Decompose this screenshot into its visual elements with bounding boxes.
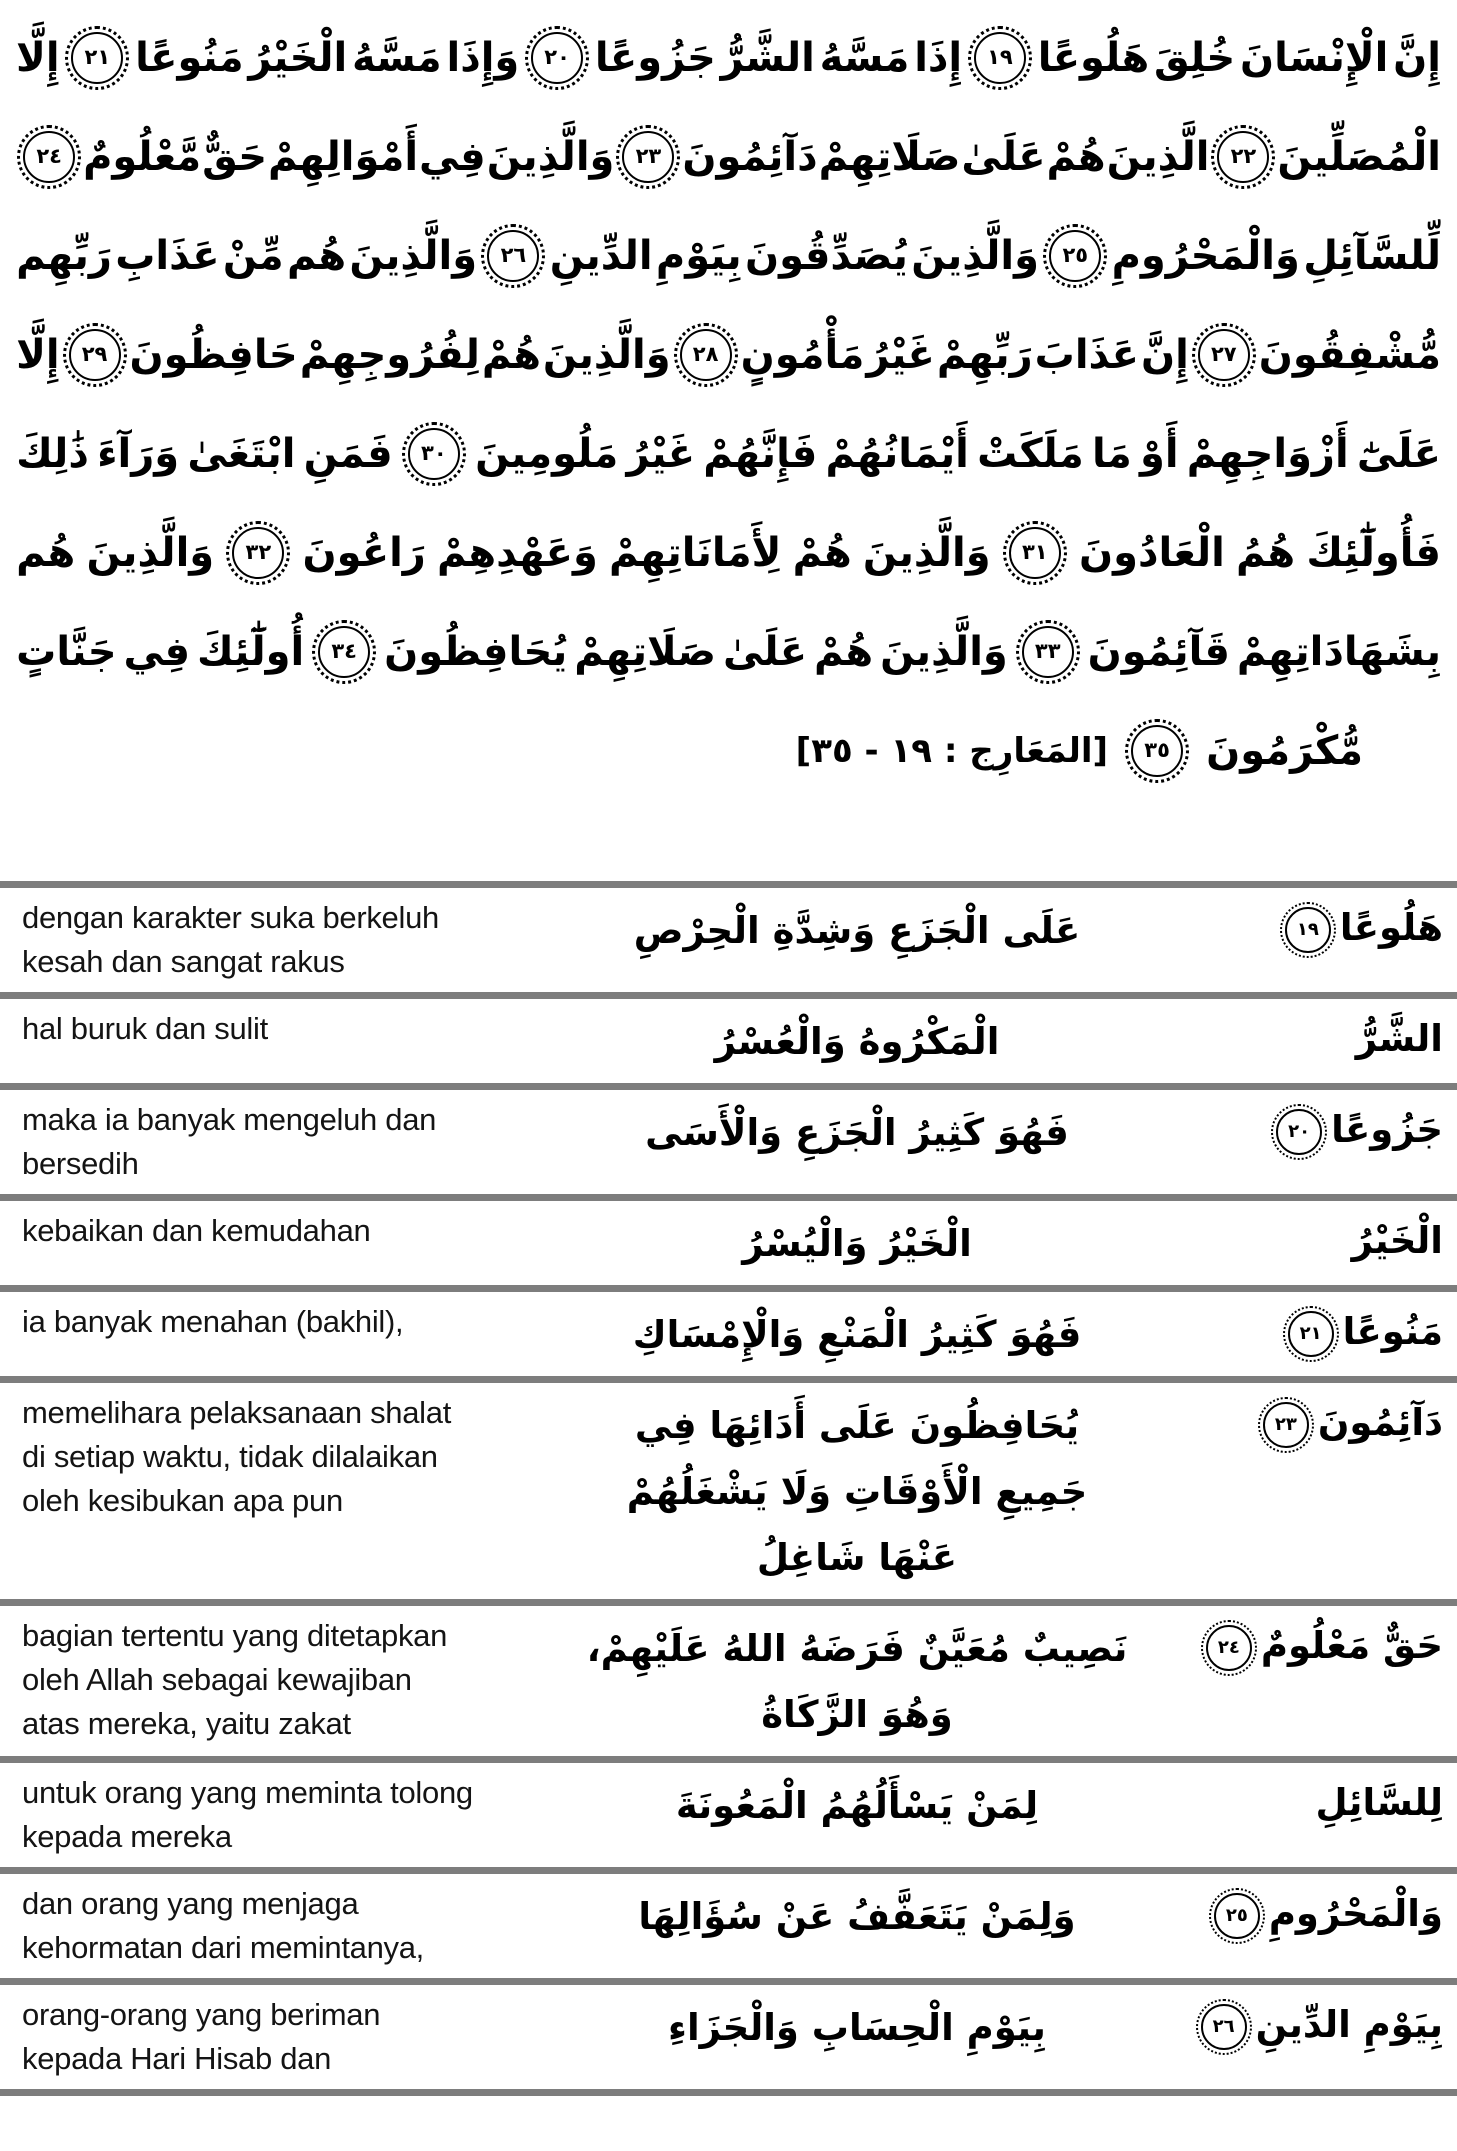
ayah-number-marker: [1214, 1893, 1260, 1939]
glossary-row: [0, 1090, 1457, 1201]
ayah-number-marker: [1198, 329, 1250, 381]
ayah-number-marker: [1049, 230, 1101, 282]
quran-word: هُم: [286, 232, 347, 279]
quran-line: [16, 206, 1441, 305]
cell-term-arabic: [1139, 1292, 1457, 1376]
cell-meaning-arabic: لِمَنْ يَسْأَلُهُمُ الْمَعُونَةَ: [675, 1784, 1039, 1827]
quran-line: [16, 107, 1441, 206]
quran-word: بِشَهَادَاتِهِمْ: [1236, 628, 1441, 675]
term-word: بِيَوْمِ الدِّينِ: [1255, 2003, 1443, 2046]
quran-word: فَأُولَٰٓئِكَ: [1306, 529, 1441, 576]
quran-word: جَنَّاتٍ: [16, 628, 117, 675]
ayah-number-marker: [1206, 1625, 1252, 1671]
quran-word: فَمَنِ: [303, 430, 393, 477]
cell-term-arabic: [1139, 1606, 1457, 1756]
quran-word: مَلُومِينَ: [475, 430, 619, 477]
cell-translation-indonesian: bagian tertentu yang ditetapkan oleh Allah sebagai kewajiban atas mereka, yaitu zakat: [22, 1618, 448, 1741]
quran-word: جَزُوعًا: [594, 34, 716, 81]
term-word: هَلُوعًا: [1339, 906, 1443, 949]
quran-word: وَرَآءَ: [97, 430, 180, 477]
quran-word: الشَّرُّ: [720, 34, 815, 81]
quran-word: مَلَكَتْ: [977, 430, 1084, 477]
quran-word: هُمُ: [1236, 529, 1296, 576]
cell-term-arabic: [1139, 1874, 1457, 1978]
quran-word: إِذَا: [914, 34, 963, 81]
cell-meaning-arabic: يُحَافِظُونَ عَلَى أَدَائِهَا فِي جَمِيعِ الْأَوْقَاتِ وَلَا يَشْغَلُهُمْ عَنْهَا شَاغِلُ: [626, 1404, 1088, 1579]
cell-term-arabic: [1139, 1201, 1457, 1285]
cell-term-arabic: [1139, 888, 1457, 992]
quran-word: غَيْرُ: [626, 430, 696, 477]
ayah-number: ٢٥: [1062, 243, 1089, 267]
term-word: وَالْمَحْرُومِ: [1268, 1892, 1443, 1935]
ayah-number: ٢٠: [1288, 1120, 1311, 1142]
quran-line: [16, 602, 1441, 701]
quran-word: مِّنْ: [222, 232, 284, 279]
cell-meaning-arabic: الْخَيْرُ وَالْيُسْرُ: [742, 1222, 972, 1265]
quran-word: إِنَّ: [1393, 34, 1441, 81]
ayah-number-marker: [1217, 131, 1269, 183]
glossary-row: [0, 1201, 1457, 1292]
cell-translation-indonesian: maka ia banyak mengeluh dan bersedih: [22, 1102, 437, 1181]
quran-word: وَالَّذِينَ: [349, 232, 478, 279]
quran-word: حَقٌّ: [202, 133, 268, 180]
quran-word: قَآئِمُونَ: [1087, 628, 1230, 675]
cell-translation-indonesian: memelihara pelaksanaan shalat di setiap waktu, tidak dilalaikan oleh kesibukan apa pun: [22, 1395, 452, 1518]
ayah-number: ٢١: [84, 45, 111, 69]
quran-word: وَعَهْدِهِمْ: [437, 529, 598, 576]
ayah-number: ٢٦: [500, 243, 527, 267]
ayah-number: ٣٤: [331, 639, 357, 663]
ayah-number: ٣٢: [245, 540, 272, 564]
ayah-number-marker: [1022, 626, 1074, 678]
quran-word: أَوْ: [1139, 430, 1179, 477]
quran-word: مَا: [1091, 430, 1132, 477]
cell-translation-indonesian: kebaikan dan kemudahan: [22, 1213, 371, 1248]
ayah-number-marker: [69, 329, 121, 381]
ayah-number: ٢٣: [635, 144, 662, 168]
ayah-number-marker: [974, 32, 1026, 84]
quran-word: هُم: [16, 529, 76, 576]
ayah-number-marker: [71, 32, 123, 84]
quran-word: الَّذِينَ: [1106, 133, 1210, 180]
quran-word: مُّشْفِقُونَ: [1258, 331, 1441, 378]
ayah-number: ٢٩: [81, 342, 108, 366]
quran-word: عَذَابِ: [115, 232, 220, 279]
quran-word: مَأْمُونٍ: [740, 331, 865, 378]
cell-meaning-arabic: فَهُوَ كَثِيرُ الْجَزَعِ وَالْأَسَى: [645, 1111, 1069, 1154]
glossary-row: [0, 1763, 1457, 1874]
cell-meaning-arabic: وَلِمَنْ يَتَعَفَّفُ عَنْ سُؤَالِهَا: [638, 1895, 1076, 1938]
quran-word: صَلَاتِهِمْ: [574, 628, 717, 675]
ayah-number: ٢٦: [1212, 2015, 1235, 2037]
glossary-table: [0, 881, 1457, 2096]
glossary-row: [0, 1985, 1457, 2096]
quran-word: فِي: [419, 133, 486, 180]
ayah-number: ٢٧: [1210, 342, 1237, 366]
quran-word: خُلِقَ: [1153, 34, 1236, 81]
quran-word: هَلُوعًا: [1037, 34, 1150, 81]
cell-meaning-arabic: عَلَى الْجَزَعِ وَشِدَّةِ الْحِرْصِ: [633, 909, 1081, 952]
ayah-number-marker: [408, 428, 460, 480]
quran-word: وَالْمَحْرُومِ: [1111, 232, 1300, 279]
cell-translation-indonesian: dengan karakter suka berkeluh kesah dan sangat rakus: [22, 900, 439, 979]
surah-reference: [المَعَارِج : ١٩ - ٣٥]: [795, 730, 1109, 771]
quran-word: وَالَّذِينَ: [862, 529, 991, 576]
cell-translation-indonesian: untuk orang yang meminta tolong kepada mereka: [22, 1775, 473, 1854]
ayah-number-marker: [1263, 1402, 1309, 1448]
ayah-number: ٢٠: [544, 45, 570, 69]
glossary-row: [0, 1874, 1457, 1985]
ayah-number: ٢٤: [1217, 1636, 1240, 1658]
ayah-number-marker: [1009, 527, 1061, 579]
term-word: لِلسَّائِلِ: [1315, 1781, 1443, 1824]
quran-line: [16, 404, 1441, 503]
cell-term-arabic: [1139, 1090, 1457, 1194]
cell-meaning-arabic: نَصِيبٌ مُعَيَّنٌ فَرَضَهُ اللهُ عَلَيْهِمْ، وَهُوَ الزَّكَاةُ: [586, 1627, 1128, 1736]
glossary-row: [0, 888, 1457, 999]
ayah-number-marker: [318, 626, 370, 678]
quran-word: صَلَاتِهِمْ: [818, 133, 961, 180]
quran-word: وَالَّذِينَ: [486, 133, 615, 180]
quran-word: أَزْوَاجِهِمْ: [1186, 430, 1349, 477]
ayah-number-marker: [1288, 1311, 1334, 1357]
term-word: جَزُوعًا: [1331, 1108, 1443, 1151]
quran-word: رَاعُونَ: [302, 529, 426, 576]
quran-word: هُمْ: [481, 331, 541, 378]
quran-word: الْإِنْسَانَ: [1239, 34, 1389, 81]
quran-line: [16, 305, 1441, 404]
ayah-number-marker: [232, 527, 284, 579]
quran-word: ذَٰلِكَ: [16, 430, 89, 477]
cell-meaning-arabic: الْمَكْرُوهُ وَالْعُسْرُ: [714, 1020, 1000, 1063]
ayah-number: ٢٥: [1225, 1904, 1248, 1926]
quran-word: الدِّينِ: [549, 232, 653, 279]
ayah-number: ١٩: [987, 45, 1013, 69]
cell-translation-indonesian: ia banyak menahan (bakhil),: [22, 1304, 404, 1339]
quran-word: هُمْ: [814, 628, 874, 675]
quran-word: مَّعْلُومٌ: [83, 133, 202, 180]
ayah-number: ٣١: [1021, 540, 1048, 564]
quran-word: أَيْمَانُهُمْ: [825, 430, 969, 477]
quran-word: بِيَوْمِ: [655, 232, 742, 279]
term-word: مَنُوعًا: [1342, 1310, 1443, 1353]
quran-word: إِلَّا: [16, 331, 60, 378]
cell-translation-indonesian: hal buruk dan sulit: [22, 1011, 268, 1046]
quran-word: وَالَّذِينَ: [86, 529, 215, 576]
quran-line: [16, 701, 1441, 800]
cell-translation-indonesian: orang-orang yang beriman kepada Hari Hisab dan: [22, 1997, 381, 2076]
ayah-number-marker: [1131, 725, 1183, 777]
ayah-number-marker: [680, 329, 732, 381]
glossary-row: [0, 1383, 1457, 1606]
quran-word: إِلَّا: [16, 34, 60, 81]
quran-word: لِّلسَّآئِلِ: [1303, 232, 1441, 279]
ayah-number: ٢٢: [1230, 144, 1257, 168]
quran-word: لِأَمَانَاتِهِمْ: [609, 529, 782, 576]
ayah-number: ٢١: [1299, 1322, 1322, 1344]
quran-word: رَبِّهِم: [16, 232, 112, 279]
quran-word: وَإِذَا: [446, 34, 520, 81]
quran-word: عَلَىٰٓ: [1356, 430, 1441, 477]
quran-word: أَمْوَالِهِمْ: [268, 133, 419, 180]
glossary-row: [0, 999, 1457, 1090]
ayah-number-marker: [531, 32, 583, 84]
quran-word: عَلَىٰ: [961, 133, 1046, 180]
cell-term-arabic: [1139, 999, 1457, 1083]
quran-word: عَلَىٰ: [722, 628, 808, 675]
quran-word: وَالَّذِينَ: [880, 628, 1008, 675]
cell-term-arabic: [1139, 1985, 1457, 2089]
quran-word: مَسَّهُ: [351, 34, 442, 81]
quran-word: فِي: [123, 628, 191, 675]
ayah-number-marker: [1276, 1109, 1322, 1155]
quran-word: يُحَافِظُونَ: [384, 628, 568, 675]
ayah-number: ١٩: [1296, 918, 1319, 940]
quran-word: إِنَّ: [1140, 331, 1189, 378]
quran-line: [16, 503, 1441, 602]
cell-meaning-arabic: بِيَوْمِ الْحِسَابِ وَالْجَزَاءِ: [668, 2006, 1046, 2049]
quran-word: الْخَيْرُ: [248, 34, 348, 81]
quran-word: الْمُصَلِّينَ: [1277, 133, 1441, 180]
ayah-number: ٢٤: [36, 144, 62, 168]
ayah-number: ٣٣: [1034, 639, 1061, 663]
quran-word: يُصَدِّقُونَ: [744, 232, 908, 279]
cell-meaning-arabic: فَهُوَ كَثِيرُ الْمَنْعِ وَالْإِمْسَاكِ: [632, 1313, 1082, 1356]
quran-word: حَافِظُونَ: [129, 331, 298, 378]
ayah-number-marker: [23, 131, 75, 183]
term-word: حَقٌّ مَعْلُومٌ: [1260, 1624, 1443, 1667]
quran-word: رَبِّهِمْ: [936, 331, 1033, 378]
quran-word: فَإِنَّهُمْ: [703, 430, 818, 477]
ayah-number: ٢٣: [1274, 1413, 1297, 1435]
quran-word: الْعَادُونَ: [1078, 529, 1225, 576]
quran-word: غَيْرُ: [866, 331, 935, 378]
quran-word: مَسَّهُ: [819, 34, 910, 81]
term-word: الشَّرُّ: [1355, 1017, 1443, 1060]
quran-word: وَالَّذِينَ: [911, 232, 1039, 279]
quran-word: مَنُوعًا: [135, 34, 244, 81]
term-word: دَآئِمُونَ: [1317, 1401, 1443, 1444]
quran-word: هُمْ: [792, 529, 852, 576]
glossary-row: [0, 1606, 1457, 1763]
quran-word: أُولَٰٓئِكَ: [197, 628, 305, 675]
quran-word: دَآئِمُونَ: [682, 133, 818, 180]
ayah-number-marker: [487, 230, 539, 282]
quran-line: [16, 8, 1441, 107]
glossary-row: [0, 1292, 1457, 1383]
quran-word: مُّكْرَمُونَ: [1206, 727, 1363, 774]
term-word: الْخَيْرُ: [1351, 1219, 1443, 1262]
quran-word: ابْتَغَىٰ: [187, 430, 296, 477]
quran-verse-block: [0, 0, 1457, 800]
ayah-number-marker: [1285, 907, 1331, 953]
ayah-number-marker: [1201, 2004, 1247, 2050]
ayah-number: ٢٨: [692, 342, 719, 366]
ayah-number: ٣٥: [1144, 738, 1170, 762]
cell-term-arabic: [1139, 1383, 1457, 1599]
ayah-number-marker: [622, 131, 674, 183]
cell-term-arabic: [1139, 1763, 1457, 1867]
ayah-number: ٣٠: [421, 441, 447, 465]
cell-translation-indonesian: dan orang yang menjaga kehormatan dari memintanya,: [22, 1886, 424, 1965]
quran-word: عَذَابَ: [1034, 331, 1139, 378]
quran-word: وَالَّذِينَ: [542, 331, 671, 378]
quran-word: هُمْ: [1046, 133, 1106, 180]
quran-word: لِفُرُوجِهِمْ: [299, 331, 480, 378]
